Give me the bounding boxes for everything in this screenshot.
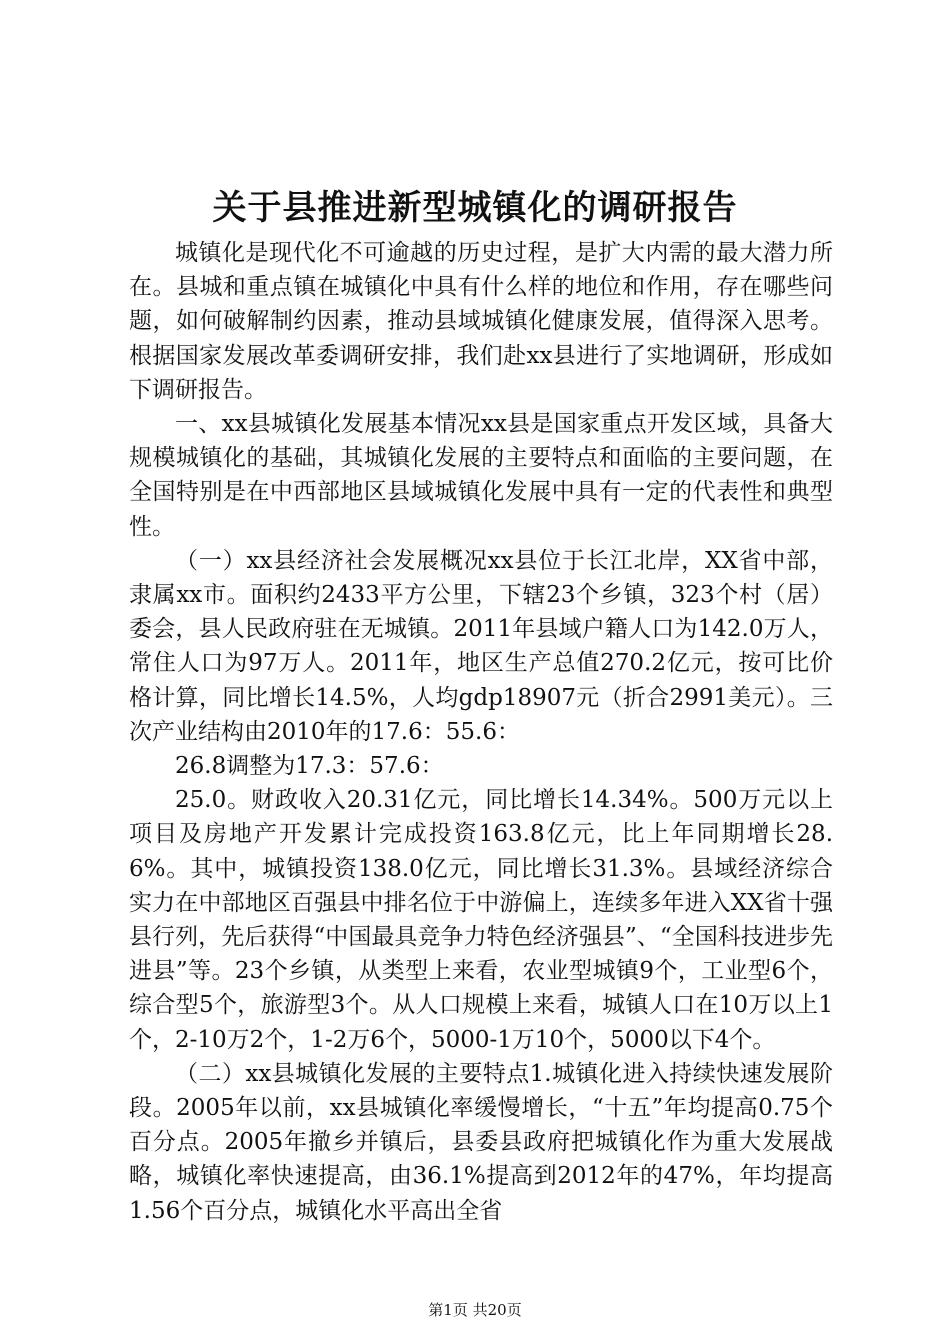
page-number-footer: 第1页 共20页 xyxy=(428,1301,522,1319)
document-body xyxy=(129,236,833,1228)
paragraph-finance: 25.0。财政收入20.31亿元，同比增长14.34%。500万元以上项目及房地产开发累计完成投资163.8亿元，比上年同期增长28.6%。其中，城镇投资138.0亿元，同比增长31.3%。县域经济综合实力在中部地区百强县中排名位于中游偏上，连续多年进入XX省十强县行列，先后获得“中国最具竞争力特色经济强县”、“全国科技进步先进县”等。23个乡镇，从类型上来看，农业型城镇9个，工业型6个，综合型5个，旅游型3个。从人口规模上来看，城镇人口在10万以上1个，2-10万2个，1-2万6个，5000-1万10个，5000以下4个。 xyxy=(129,787,833,1053)
document-title: 关于县推进新型城镇化的调研报告 xyxy=(212,188,738,228)
paragraph-subsection-2: （二）xx县城镇化发展的主要特点1.城镇化进入持续快速发展阶段。2005年以前，xx县城镇化率缓慢增长，“十五”年均提高0.75个百分点。2005年撤乡并镇后，县委县政府把城镇化作为重大发展战略，城镇化率快速提高，由36.1%提高到2012年的47%，年均提高1.56个百分点，城镇化水平高出全省 xyxy=(129,1060,833,1224)
paragraph-intro: 城镇化是现代化不可逾越的历史过程，是扩大内需的最大潜力所在。县城和重点镇在城镇化中具有什么样的地位和作用，存在哪些问题，如何破解制约因素，推动县域城镇化健康发展，值得深入思考。根据国家发展改革委调研安排，我们赴xx县进行了实地调研，形成如下调研报告。 xyxy=(129,240,833,403)
paragraph-subsection-1: （一）xx县经济社会发展概况xx县位于长江北岸，XX省中部，隶属xx市。面积约2433平方公里，下辖23个乡镇，323个村（居）委会，县人民政府驻在无城镇。2011年县域户籍人口为142.0万人，常住人口为97万人。2011年，地区生产总值270.2亿元，按可比价格计算，同比增长14.5%，人均gdp18907元（折合2991美元）。三次产业结构由2010年的17.6：55.6： xyxy=(129,547,833,745)
paragraph-section-1: 一、xx县城镇化发展基本情况xx县是国家重点开发区域，具备大规模城镇化的基础，其城镇化发展的主要特点和面临的主要问题，在全国特别是在中西部地区县域城镇化发展中具有一定的代表性和典型性。 xyxy=(129,411,833,540)
paragraph-structure-adjust: 26.8调整为17.3：57.6： xyxy=(175,753,444,780)
